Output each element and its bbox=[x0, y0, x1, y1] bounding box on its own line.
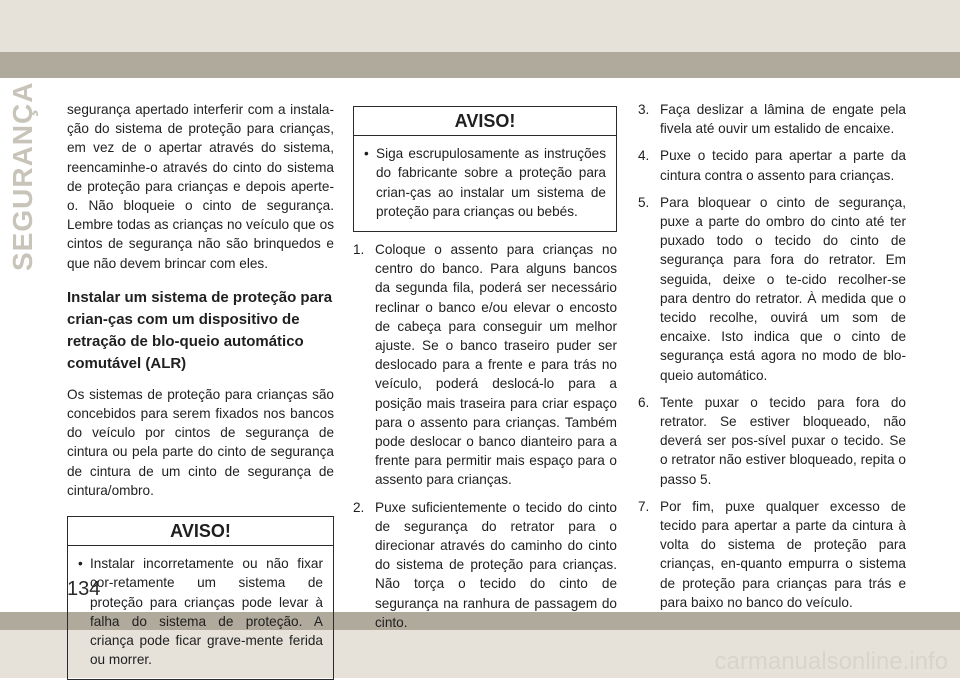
step-number: 1. bbox=[353, 242, 365, 258]
step-3 bbox=[638, 100, 906, 138]
watermark: carmanualsonline.info bbox=[714, 648, 948, 675]
step-text: Por fim, puxe qualquer excesso de tecido para apertar a parte da cintura à volta do sistema de proteção para crianças, en-quanto empurra o sistema de proteção para crianças para trás e para baixo no banco do veículo. bbox=[660, 498, 906, 610]
warning-text: Instalar incorretamente ou não fixar cor-retamente um sistema de proteção para crianças pode levar à falha do sistema de proteção. A criança pode ficar grave-mente ferida ou morrer. bbox=[90, 556, 323, 668]
step-number: 6. bbox=[638, 394, 650, 410]
step-text: Faça deslizar a lâmina de engate pela fivela até ouvir um estalido de encaixe. bbox=[660, 102, 906, 137]
step-number: 2. bbox=[353, 499, 365, 515]
step-number: 3. bbox=[638, 102, 650, 117]
section-side-label: SEGURANÇA bbox=[7, 81, 38, 271]
header-band bbox=[0, 0, 960, 78]
intro-paragraph: segurança apertado interferir com a instala-ção do sistema de proteção para crianças, em vez de o apertar através do sistema, reencaminhe-o através do cinto do sistema de proteção para crianças e depois aperte-o. Não bloqueie o cinto de segurança. Lembre todas as crianças no veículo que os cintos de segurança não são brinquedos e que não devem brincar com eles. bbox=[67, 102, 334, 271]
warning-title: AVISO! bbox=[354, 107, 616, 136]
column-3 bbox=[638, 100, 906, 620]
page-number: 134 bbox=[67, 578, 101, 600]
step-text: Coloque o assento para crianças no centro do banco. Para alguns bancos da segunda fila, poderá ser necessário reclinar o banco e/ou elevar o encosto de cabeça para conseguir um melhor ajuste. Se o banco traseiro puder ser deslocado para a frente e para trás no veículo, poderá deslocá-lo para a posição mais traseira para criar espaço para o assento para crianças. Também pode deslocar o banco dianteiro para a frente para permitir mais espaço para o assento para crianças. bbox=[375, 242, 617, 488]
step-text: Tente puxar o tecido para fora do retrator. Se estiver bloqueado, não deverá ser pos-sível puxar o tecido. Se o retrator não estiver bloqueado, repita o passo 5. bbox=[660, 394, 906, 487]
warning-box-2 bbox=[353, 106, 617, 232]
column-1 bbox=[67, 100, 334, 680]
bullet-icon: • bbox=[78, 556, 83, 572]
step-2 bbox=[353, 498, 617, 632]
step-6 bbox=[638, 393, 906, 489]
step-number: 7. bbox=[638, 498, 650, 514]
step-text: Puxe o tecido para apertar a parte da cintura contra o assento para crianças. bbox=[660, 148, 906, 183]
warning-text: Siga escrupulosamente as instruções do fabricante sobre a proteção para crian-ças ao instalar um sistema de proteção para crianças ou bebés. bbox=[376, 146, 606, 219]
step-number: 5. bbox=[638, 194, 650, 210]
step-number: 4. bbox=[638, 148, 650, 164]
column-2 bbox=[353, 106, 617, 640]
step-7 bbox=[638, 497, 906, 612]
step-1 bbox=[353, 240, 617, 490]
warning-box-1 bbox=[67, 516, 334, 680]
section-heading: Instalar um sistema de proteção para crian-ças com um dispositivo de retração de blo-queio automático comutável (ALR) bbox=[67, 288, 333, 372]
step-text: Puxe suficientemente o tecido do cinto de segurança do retrator para o direcionar através do caminho do cinto do sistema de proteção para crianças. Não torça o tecido do cinto de segurança na ranhura de passagem do cinto. bbox=[375, 499, 617, 630]
body-paragraph: Os sistemas de proteção para crianças são concebidos para serem fixados nos bancos do veículo por cintos de segurança de cintura ou pela parte do cinto de segurança de cintura de um cinto de segurança de cintura/ombro. bbox=[67, 386, 334, 498]
bullet-icon: • bbox=[364, 146, 369, 162]
warning-title: AVISO! bbox=[68, 517, 333, 546]
step-4 bbox=[638, 146, 906, 184]
step-text: Para bloquear o cinto de segurança, puxe a parte do ombro do cinto até ter puxado todo o tecido do cinto de segurança para fora do retrator. Em seguida, deixe o te-cido recolher-se para dentro do retrator. À medida que o tecido recolhe, ouvirá um som de encaixe. Isto indica que o cinto de segurança está agora no modo de blo-queio automático. bbox=[660, 194, 906, 383]
step-5 bbox=[638, 193, 906, 385]
header-bar bbox=[0, 52, 960, 78]
